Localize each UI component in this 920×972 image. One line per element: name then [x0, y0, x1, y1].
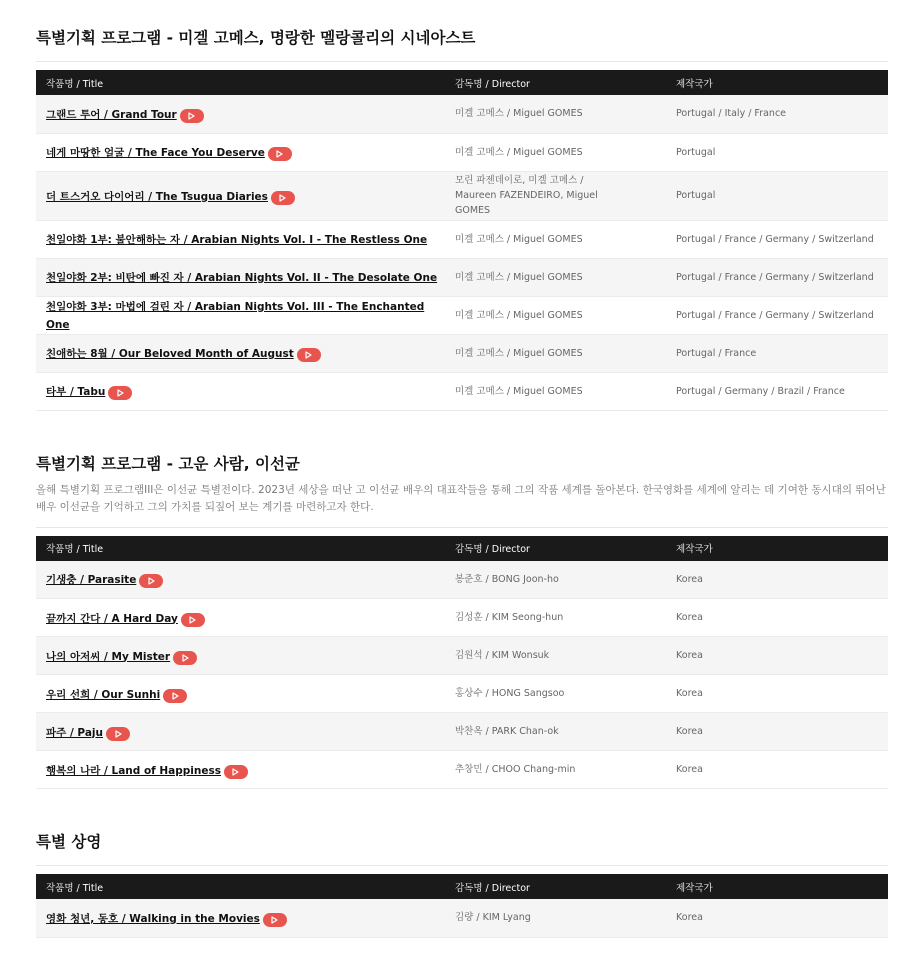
table-row [36, 133, 888, 171]
country-cell: Portugal / France [676, 347, 757, 359]
films-table-body [36, 899, 888, 937]
play-icon [117, 389, 124, 397]
table-row [36, 372, 888, 410]
table-row [36, 258, 888, 296]
section-description: 올해 특별기획 프로그램III은 이선균 특별전이다. 2023년 세상을 떠난 고 이선균 배우의 대표작들을 통해 그의 작품 세계를 돌아본다. 한국영화를 세계에 알리는 데 기여한 동시대의 뛰어난 배우 이선균을 기억하고 그의 가치를 되짚어 보는 계기를 마련하고자 한다. [36, 483, 886, 513]
title-cell [36, 133, 445, 171]
play-icon [172, 692, 179, 700]
table-row [36, 171, 888, 220]
country-cell: Portugal / Germany / Brazil / France [676, 385, 845, 397]
section-title: 특별 상영 [36, 833, 102, 851]
director-cell: 추창민 / CHOO Chang-min [455, 764, 576, 775]
films-table [36, 70, 888, 411]
section-miguel-gomes [36, 0, 888, 411]
play-button[interactable] [106, 727, 130, 741]
header-director: 감독명 / Director [455, 882, 530, 894]
title-cell [36, 258, 445, 296]
play-icon [232, 768, 239, 776]
play-button[interactable] [268, 147, 292, 161]
director-cell: 미겔 고메스 / Miguel GOMES [455, 385, 583, 397]
play-icon [305, 351, 312, 359]
director-cell: 봉준호 / BONG Joon-ho [455, 573, 559, 585]
header-director: 감독명 / Director [455, 78, 530, 90]
table-row [36, 220, 888, 258]
title-cell [36, 334, 445, 372]
section-lee-sun-kyun [36, 411, 888, 790]
film-title-link[interactable]: 우리 선희 / Our Sunhi [46, 688, 161, 701]
films-table-body [36, 95, 888, 410]
director-cell: 미겔 고메스 / Miguel GOMES [455, 347, 583, 359]
country-cell: Korea [676, 764, 703, 775]
play-button[interactable] [297, 348, 321, 362]
film-title-link[interactable]: 영화 청년, 동호 / Walking in the Movies [46, 912, 260, 925]
section-divider [36, 61, 888, 62]
director-cell: 미겔 고메스 / Miguel GOMES [455, 108, 583, 120]
title-cell [36, 95, 445, 133]
director-cell: 김원석 / KIM Wonsuk [455, 650, 550, 661]
film-title-link[interactable]: 그랜드 투어 / Grand Tour [46, 108, 177, 121]
title-cell [36, 675, 445, 713]
country-cell: Portugal [676, 190, 716, 201]
film-title-link[interactable]: 끝까지 간다 / A Hard Day [46, 612, 178, 625]
film-title-link[interactable]: 타부 / Tabu [46, 386, 106, 398]
title-cell [36, 171, 445, 220]
play-button[interactable] [271, 191, 295, 205]
country-cell: Portugal / France / Germany / Switzerland [676, 309, 874, 321]
country-cell: Korea [676, 688, 703, 699]
play-icon [271, 916, 278, 924]
section-title: 특별기획 프로그램 - 고운 사람, 이선균 [36, 454, 300, 473]
play-button[interactable] [181, 613, 205, 627]
table-row [36, 561, 888, 599]
director-cell: 미겔 고메스 / Miguel GOMES [455, 309, 583, 321]
film-title-link[interactable]: 친애하는 8월 / Our Beloved Month of August [46, 348, 294, 360]
film-title-link[interactable]: 나의 아저씨 / My Mister [46, 650, 171, 663]
play-button[interactable] [224, 765, 248, 779]
film-title-link[interactable]: 더 트스거오 다이어리 / The Tsugua Diaries [46, 190, 268, 203]
table-header-row [36, 874, 888, 899]
section-divider [36, 865, 888, 866]
title-cell [36, 220, 445, 258]
title-cell [36, 899, 445, 937]
table-row [36, 713, 888, 751]
film-title-link[interactable]: 천일야화 1부: 불안해하는 자 / Arabian Nights Vol. I - The Restless One [46, 234, 428, 246]
table-row [36, 334, 888, 372]
director-cell: 미겔 고메스 / Miguel GOMES [455, 271, 583, 283]
country-cell: Korea [676, 612, 703, 623]
country-cell: Korea [676, 726, 703, 737]
title-cell [36, 713, 445, 751]
play-button[interactable] [263, 913, 287, 927]
country-cell: Portugal / France / Germany / Switzerland [676, 233, 874, 245]
country-cell: Korea [676, 650, 703, 661]
table-header-row [36, 70, 888, 95]
play-icon [148, 577, 155, 585]
table-header-row [36, 536, 888, 561]
director-cell: 김량 / KIM Lyang [455, 912, 531, 924]
country-cell: Korea [676, 573, 703, 585]
play-button[interactable] [163, 689, 187, 703]
header-director: 감독명 / Director [455, 544, 530, 555]
play-icon [182, 654, 189, 662]
play-icon [276, 150, 283, 158]
header-country: 제작국가 [676, 544, 713, 555]
table-row [36, 599, 888, 637]
header-title: 작품명 / Title [46, 882, 104, 894]
play-icon [115, 730, 122, 738]
play-icon [279, 194, 286, 202]
section-divider [36, 527, 888, 528]
film-title-link[interactable]: 네게 마땅한 얼굴 / The Face You Deserve [46, 147, 265, 159]
title-cell [36, 372, 445, 410]
header-country: 제작국가 [676, 882, 713, 894]
films-table-body [36, 561, 888, 789]
films-table [36, 874, 888, 938]
section-title: 특별기획 프로그램 - 미겔 고메스, 명랑한 멜랑콜리의 시네아스트 [36, 29, 476, 47]
director-cell: 김성훈 / KIM Seong-hun [455, 612, 564, 623]
film-title-link[interactable]: 천일야화 2부: 비탄에 빠진 자 / Arabian Nights Vol. II - The Desolate One [46, 272, 438, 284]
table-row [36, 899, 888, 937]
director-cell: 미겔 고메스 / Miguel GOMES [455, 233, 583, 245]
film-title-link[interactable]: 파주 / Paju [46, 726, 104, 739]
header-title: 작품명 / Title [46, 78, 104, 90]
title-cell [36, 296, 445, 334]
films-table [36, 536, 888, 790]
table-row [36, 637, 888, 675]
table-row [36, 675, 888, 713]
country-cell: Portugal [676, 146, 716, 158]
title-cell [36, 751, 445, 789]
film-title-link[interactable]: 행복의 나라 / Land of Happiness [46, 764, 221, 777]
director-cell: 박찬옥 / PARK Chan-ok [455, 726, 559, 737]
table-row [36, 296, 888, 334]
play-button[interactable] [180, 109, 204, 123]
director-cell: 미겔 고메스 / Miguel GOMES [455, 146, 583, 158]
play-icon [188, 112, 195, 120]
title-cell [36, 599, 445, 637]
title-cell [36, 637, 445, 675]
country-cell: Portugal / France / Germany / Switzerland [676, 271, 874, 283]
country-cell: Korea [676, 912, 703, 924]
table-row [36, 95, 888, 133]
director-cell: 모린 파젠데이로, 미겔 고메스 / Maureen FAZENDEIRO, Miguel GOMES [455, 175, 598, 216]
director-cell: 홍상수 / HONG Sangsoo [455, 688, 565, 699]
play-icon [189, 616, 196, 624]
title-cell [36, 561, 445, 599]
film-title-link[interactable]: 천일야화 3부: 마법에 걸린 자 / Arabian Nights Vol. III - The Enchanted One [46, 301, 425, 331]
play-button[interactable] [173, 651, 197, 665]
header-country: 제작국가 [676, 78, 713, 90]
film-title-link[interactable]: 기생충 / Parasite [46, 574, 137, 587]
play-button[interactable] [139, 574, 163, 588]
table-row [36, 751, 888, 789]
country-cell: Portugal / Italy / France [676, 108, 787, 120]
play-button[interactable] [108, 386, 132, 400]
header-title: 작품명 / Title [46, 544, 104, 555]
section-special-screening [36, 789, 888, 938]
